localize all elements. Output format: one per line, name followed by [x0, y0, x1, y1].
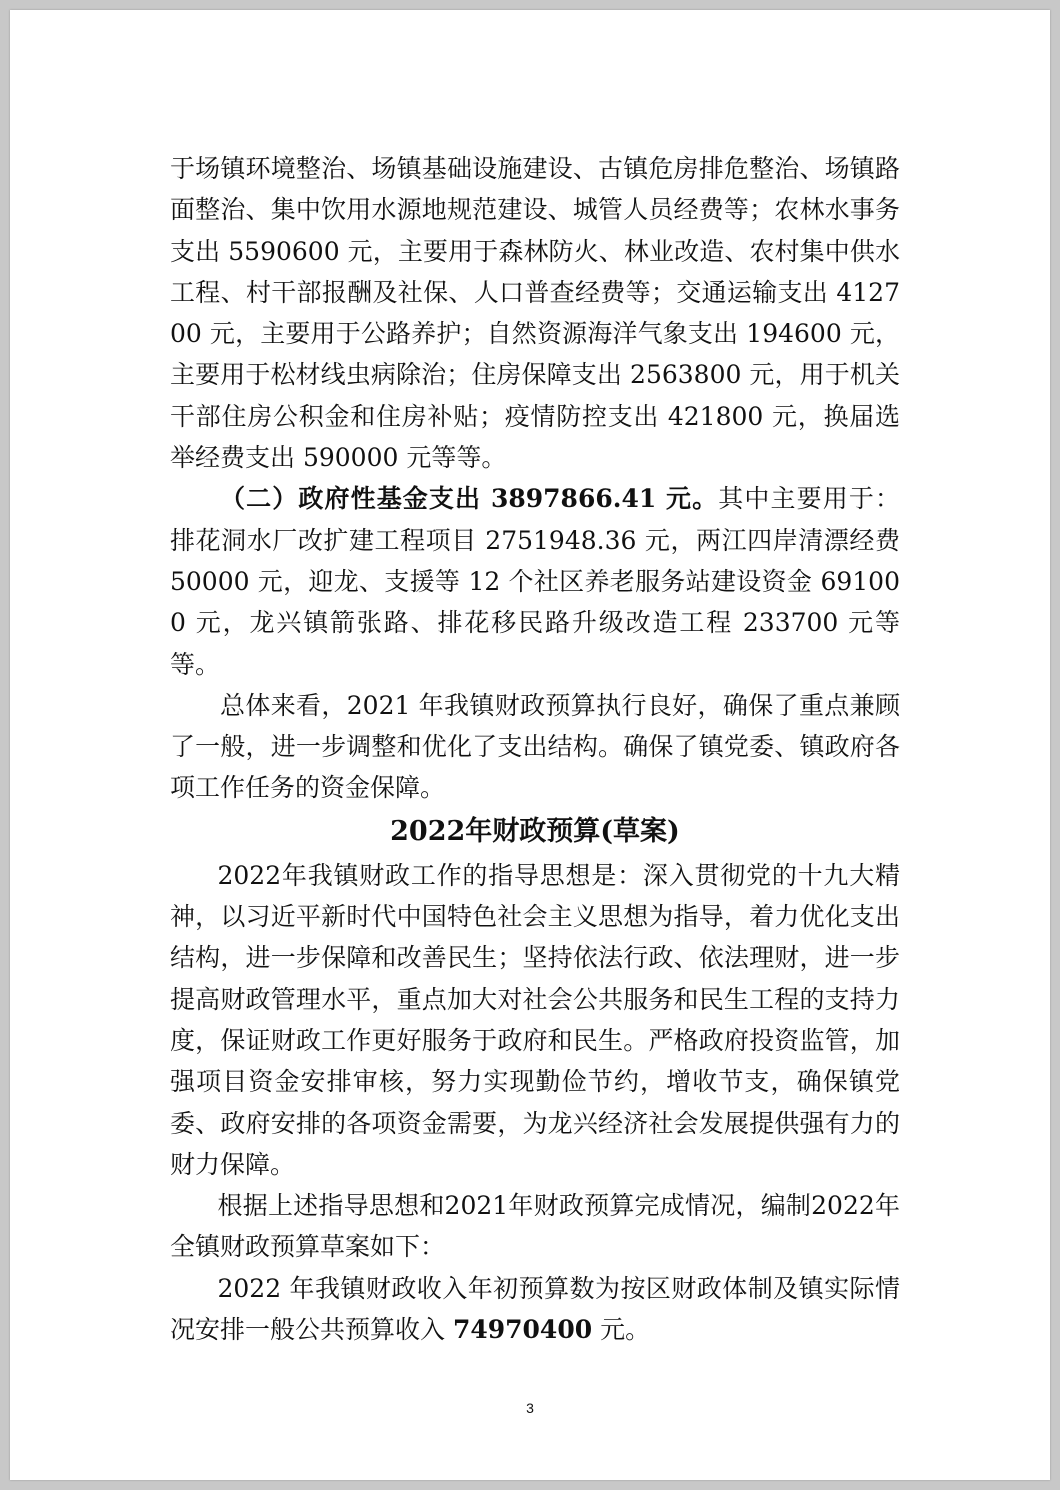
paragraph-budget-basis — [170, 1185, 900, 1268]
paragraph-text: 于场镇环境整治、场镇基础设施建设、古镇危房排危整治、场镇路面整治、集中饮用水源地规范建设、城管人员经费等；农林水事务支出 5590600 元，主要用于森林防火、林业改造、农村集中供水工程、村干部报酬及社保、人口普查经费等；交通运输支出 412700 元，主要用于公路养护；自然资源海洋气象支出 194600 元，主要用于松材线虫病除治；住房保障支出 2563800 元，用于机关干部住房公积金和住房补贴；疫情防控支出 421800 元，换届选举经费支出 590000 元等等。 — [170, 154, 900, 473]
paragraph-text: 其中主要用于：排花洞水厂改扩建工程项目 2751948.36 元，两江四岸清漂经费 50000 元，迎龙、支援等 12 个社区养老服务站建设资金 691000 元，龙兴镇箭张路、排花移民路升级改造工程 233700 元等等。 — [170, 484, 900, 679]
paragraph-text: 总体来看，2021 年我镇财政预算执行良好，确保了重点兼顾了一般，进一步调整和优化了支出结构。确保了镇党委、镇政府各项工作任务的资金保障。 — [170, 690, 900, 803]
paragraph-tail: 元。 — [592, 1315, 651, 1345]
section-title: 2022年财政预算(草案) — [390, 815, 680, 847]
revenue-amount: 74970400 — [452, 1315, 593, 1345]
paragraph-government-fund-expenditure — [170, 478, 900, 684]
page-content — [170, 148, 900, 1350]
paragraph-overall-summary — [170, 685, 900, 809]
document-page — [10, 10, 1050, 1480]
page-number: 3 — [526, 1400, 534, 1416]
paragraph-text: 2022 年我镇财政收入年初预算数为按区财政体制及镇实际情况安排一般公共预算收入 — [170, 1273, 900, 1345]
paragraph-text: 根据上述指导思想和2021年财政预算完成情况，编制2022年全镇财政预算草案如下： — [170, 1191, 900, 1262]
paragraph-bold-lead: （二）政府性基金支出 3897866.41 元。 — [220, 484, 719, 514]
paragraph-revenue-budget — [170, 1268, 900, 1351]
paragraph-expenditure-details — [170, 148, 900, 478]
paragraph-text: 2022年我镇财政工作的指导思想是：深入贯彻党的十九大精神，以习近平新时代中国特色社会主义思想为指导，着力优化支出结构，进一步保障和改善民生；坚持依法行政、依法理财，进一步提高财政管理水平，重点加大对社会公共服务和民生工程的支持力度，保证财政工作更好服务于政府和民生。严格政府投资监管，加强项目资金安排审核，努力实现勤俭节约，增收节支，确保镇党委、政府安排的各项资金需要，为龙兴经济社会发展提供强有力的财力保障。 — [170, 860, 900, 1179]
paragraph-guiding-ideology — [170, 855, 900, 1185]
